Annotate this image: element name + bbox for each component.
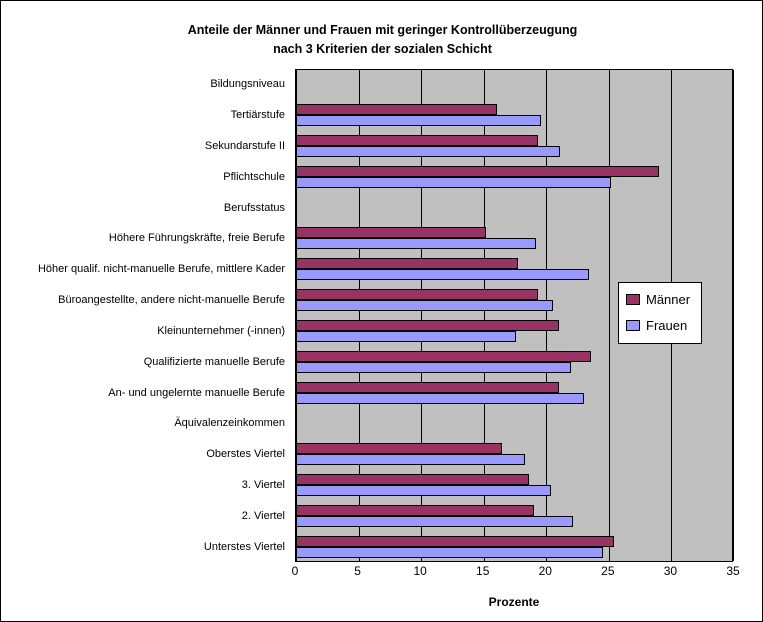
x-tick-label: 10 [413,564,427,578]
bar-maenner [296,258,518,269]
bar-frauen [296,269,589,280]
bar-frauen [296,115,541,126]
legend-swatch-frauen [626,320,640,331]
bar-maenner [296,536,614,547]
legend [618,282,702,344]
legend-label-frauen: Frauen [646,317,688,333]
bar-maenner [296,382,559,393]
legend-swatch-maenner [626,294,640,305]
bar-maenner [296,320,559,331]
gridline-35 [733,70,734,561]
y-axis-label: Sekundarstufe II [204,140,285,153]
y-axis-label: Qualifizierte manuelle Berufe [143,355,285,368]
x-axis-tick-labels [291,564,740,582]
y-axis-label: Unterstes Viertel [203,540,285,553]
bar-maenner [296,166,659,177]
x-tick-label: 25 [601,564,615,578]
x-tick-label: 0 [291,564,299,578]
y-axis-label: Berufsstatus [223,201,285,214]
y-axis-label: Höhere Führungskräfte, freie Berufe [108,232,285,245]
bar-frauen [296,177,611,188]
y-axis-label: Oberstes Viertel [206,448,285,461]
bar-maenner [296,505,534,516]
x-tick-label: 35 [726,564,740,578]
bar-frauen [296,331,516,342]
y-axis-label: 2. Viertel [241,509,285,522]
y-axis-label: Pflichtschule [223,170,285,183]
bar-maenner [296,289,538,300]
bar-maenner [296,474,529,485]
bar-maenner [296,135,538,146]
x-tick-label: 30 [663,564,678,578]
y-axis-label: Kleinunternehmer (-innen) [157,324,285,337]
bar-frauen [296,300,553,311]
chart-title-line-2: nach 3 Kriterien der sozialen Schicht [273,42,492,56]
y-axis-label: An- und ungelernte manuelle Berufe [108,386,285,399]
bar-maenner [296,351,591,362]
bar-frauen [296,238,536,249]
bar-maenner [296,443,502,454]
y-axis-label: Äquivalenzeinkommen [174,417,285,430]
bar-maenner [296,104,497,115]
bar-frauen [296,485,551,496]
legend-label-maenner: Männer [646,291,691,307]
bar-frauen [296,454,525,465]
legend-item-maenner [626,290,690,308]
bar-frauen [296,146,560,157]
bar-frauen [296,393,584,404]
x-tick-label: 20 [538,564,552,578]
y-axis-labels [1,69,291,562]
y-axis-label: Höher qualif. nicht-manuelle Berufe, mittlere Kader [37,263,285,276]
bar-frauen [296,547,603,558]
x-axis-title: Prozente [488,595,540,609]
chart-title-line-1: Anteile der Männer und Frauen mit geringer Kontrollüberzeugung [187,23,578,37]
x-tick-label: 15 [476,564,490,578]
y-axis-label: Tertiärstufe [230,109,285,122]
bar-frauen [296,362,571,373]
gridline-25 [609,70,610,561]
bar-maenner [296,227,486,238]
bar-frauen [296,516,573,527]
y-axis-label: Büroangestellte, andere nicht-manuelle Berufe [58,294,285,307]
x-tick-label: 5 [354,564,361,578]
y-axis-label: Bildungsniveau [210,78,285,91]
chart-title [1,21,763,59]
y-axis-label: 3. Viertel [241,478,285,491]
legend-item-frauen [626,316,687,334]
